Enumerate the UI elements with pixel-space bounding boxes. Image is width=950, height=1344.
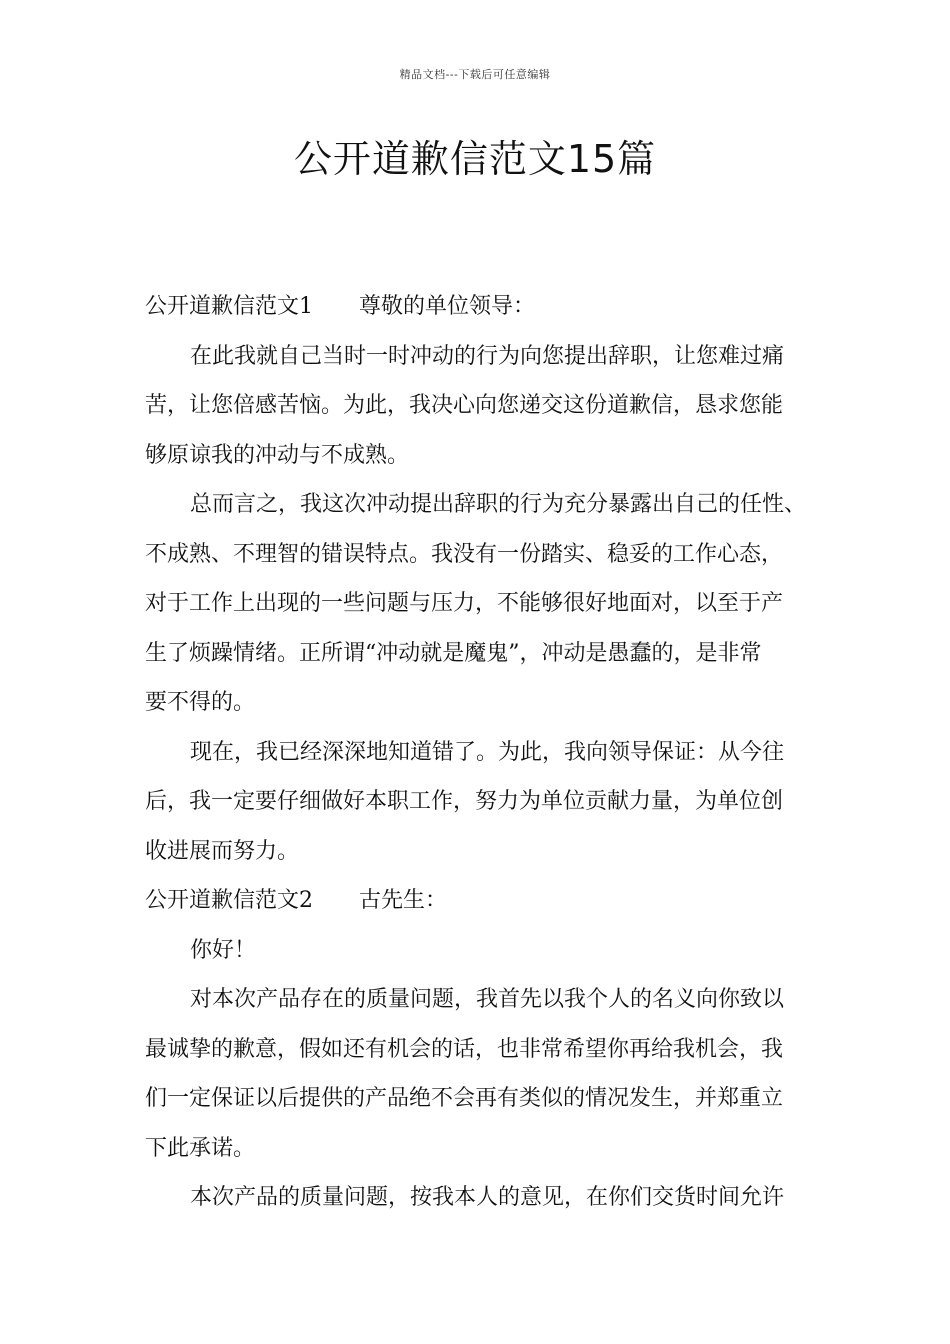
text-line: 在此我就自己当时一时冲动的行为向您提出辞职，让您难过痛	[190, 343, 785, 369]
text-line: 收进展而努力。	[145, 838, 300, 864]
text-line: 苦，让您倍感苦恼。为此，我决心向您递交这份道歉信，恳求您能	[145, 393, 784, 418]
text-line: 本次产品的质量问题，按我本人的意见，在你们交货时间允许	[190, 1185, 785, 1210]
paragraph	[145, 332, 815, 481]
paragraph	[145, 728, 815, 877]
paragraph	[145, 1173, 815, 1223]
text-line: 不成熟、不理智的错误特点。我没有一份踏实、稳妥的工作心态，	[145, 541, 784, 567]
section-heading-2	[145, 876, 815, 926]
document-title: 公开道歉信范文15篇	[293, 137, 657, 181]
text-line: 生了烦躁情绪。正所谓“冲动就是魔鬼”，冲动是愚蠢的，是非常	[145, 640, 762, 666]
paragraph	[145, 926, 815, 976]
text-line: 对于工作上出现的一些问题与压力，不能够很好地面对，以至于产	[145, 591, 784, 616]
text-line: 最诚挚的歉意，假如还有机会的话，也非常希望你再给我机会，我	[145, 1036, 784, 1062]
section-title: 公开道歉信范文2	[145, 888, 313, 913]
header-note: 精品文档---下载后可任意编辑	[399, 68, 551, 81]
text-line: 现在，我已经深深地知道错了。为此，我向领导保证：从今往	[190, 739, 785, 765]
salutation: 尊敬的单位领导：	[359, 294, 536, 319]
text-line: 下此承诺。	[145, 1135, 256, 1161]
text-line: 后，我一定要仔细做好本职工作，努力为单位贡献力量，为单位创	[145, 789, 784, 814]
document-body	[145, 282, 815, 1223]
paragraph	[145, 975, 815, 1173]
text-line: 们一定保证以后提供的产品绝不会再有类似的情况发生，并郑重立	[145, 1086, 784, 1111]
text-line: 你好！	[190, 937, 257, 963]
text-line: 够原谅我的冲动与不成熟。	[145, 442, 410, 468]
section-heading-1	[145, 282, 815, 332]
text-line: 总而言之，我这次冲动提出辞职的行为充分暴露出自己的任性、	[190, 492, 807, 517]
text-line: 要不得的。	[145, 690, 256, 715]
section-title: 公开道歉信范文1	[145, 294, 313, 319]
paragraph	[145, 480, 815, 728]
text-line: 对本次产品存在的质量问题，我首先以我个人的名义向你致以	[190, 987, 785, 1012]
salutation: 古先生：	[359, 888, 448, 913]
